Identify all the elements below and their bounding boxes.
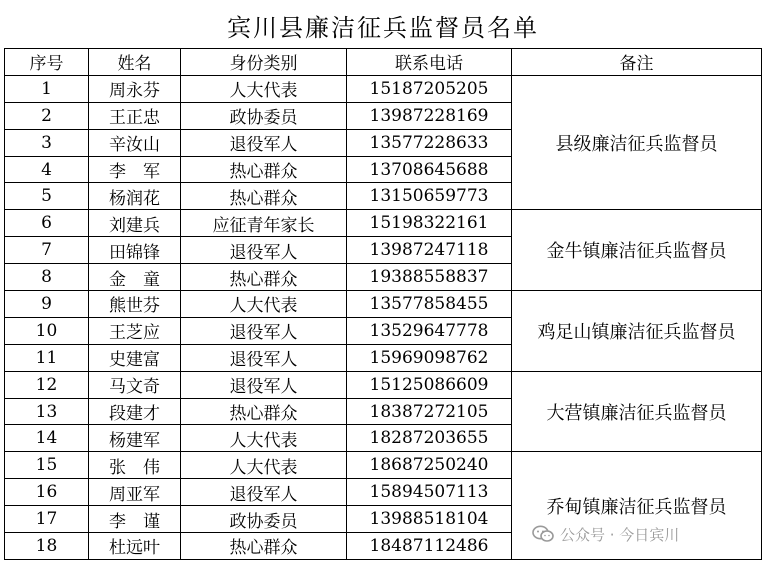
row-phone: 13577228633 (347, 129, 512, 156)
row-serial-number: 15 (5, 452, 89, 479)
row-phone: 13987228169 (347, 102, 512, 129)
row-name: 段建才 (89, 398, 181, 425)
row-name: 马文奇 (89, 371, 181, 398)
row-identity-category: 退役军人 (181, 371, 347, 398)
row-phone: 13708645688 (347, 156, 512, 183)
row-serial-number: 14 (5, 425, 89, 452)
remarks-group-cell: 乔甸镇廉洁征兵监督员 (512, 452, 762, 560)
row-phone: 13987247118 (347, 237, 512, 264)
row-name: 田锦锋 (89, 237, 181, 264)
header-phone: 联系电话 (347, 49, 512, 76)
row-serial-number: 16 (5, 479, 89, 506)
row-name: 周亚军 (89, 479, 181, 506)
row-name: 周永芬 (89, 75, 181, 102)
row-identity-category: 热心群众 (181, 398, 347, 425)
row-identity-category: 热心群众 (181, 183, 347, 210)
row-name: 刘建兵 (89, 210, 181, 237)
row-identity-category: 退役军人 (181, 317, 347, 344)
row-identity-category: 人大代表 (181, 291, 347, 318)
row-serial-number: 5 (5, 183, 89, 210)
table-body (5, 75, 762, 559)
row-identity-category: 人大代表 (181, 75, 347, 102)
row-phone: 15198322161 (347, 210, 512, 237)
row-name: 王芝应 (89, 317, 181, 344)
header-serial-number: 序号 (5, 49, 89, 76)
row-serial-number: 3 (5, 129, 89, 156)
header-identity-category: 身份类别 (181, 49, 347, 76)
row-serial-number: 18 (5, 533, 89, 560)
row-phone: 15969098762 (347, 344, 512, 371)
row-serial-number: 12 (5, 371, 89, 398)
table-row (5, 75, 762, 102)
row-serial-number: 9 (5, 291, 89, 318)
row-phone: 18387272105 (347, 398, 512, 425)
table-row (5, 371, 762, 398)
row-identity-category: 政协委员 (181, 102, 347, 129)
remarks-group-cell: 鸡足山镇廉洁征兵监督员 (512, 291, 762, 372)
table-row (5, 291, 762, 318)
row-identity-category: 退役军人 (181, 344, 347, 371)
row-name: 金 童 (89, 264, 181, 291)
row-serial-number: 2 (5, 102, 89, 129)
row-phone: 13577858455 (347, 291, 512, 318)
remarks-group-cell: 大营镇廉洁征兵监督员 (512, 371, 762, 452)
row-identity-category: 退役军人 (181, 237, 347, 264)
row-identity-category: 人大代表 (181, 452, 347, 479)
row-name: 辛汝山 (89, 129, 181, 156)
row-phone: 15125086609 (347, 371, 512, 398)
remarks-group-cell: 县级廉洁征兵监督员 (512, 75, 762, 209)
watermark-text: 公众号 · 今日宾川 (560, 525, 680, 544)
row-serial-number: 4 (5, 156, 89, 183)
row-serial-number: 10 (5, 317, 89, 344)
row-phone: 18687250240 (347, 452, 512, 479)
row-phone: 19388558837 (347, 264, 512, 291)
row-identity-category: 政协委员 (181, 506, 347, 533)
header-remarks: 备注 (512, 49, 762, 76)
row-name: 杨润花 (89, 183, 181, 210)
row-identity-category: 热心群众 (181, 156, 347, 183)
row-name: 史建富 (89, 344, 181, 371)
row-name: 王正忠 (89, 102, 181, 129)
table-row (5, 452, 762, 479)
row-identity-category: 热心群众 (181, 264, 347, 291)
row-phone: 18487112486 (347, 533, 512, 560)
table-header-row (5, 49, 762, 76)
row-serial-number: 11 (5, 344, 89, 371)
row-serial-number: 13 (5, 398, 89, 425)
row-name: 杨建军 (89, 425, 181, 452)
remarks-group-cell: 金牛镇廉洁征兵监督员 (512, 210, 762, 291)
row-serial-number: 8 (5, 264, 89, 291)
row-phone: 13529647778 (347, 317, 512, 344)
wechat-icon (532, 525, 554, 543)
row-name: 李 军 (89, 156, 181, 183)
header-name: 姓名 (89, 49, 181, 76)
row-identity-category: 退役军人 (181, 479, 347, 506)
row-name: 张 伟 (89, 452, 181, 479)
row-name: 李 谨 (89, 506, 181, 533)
watermark (532, 521, 679, 547)
supervisor-table (4, 48, 762, 560)
row-identity-category: 应征青年家长 (181, 210, 347, 237)
row-phone: 18287203655 (347, 425, 512, 452)
table-row (5, 210, 762, 237)
row-serial-number: 1 (5, 75, 89, 102)
row-serial-number: 6 (5, 210, 89, 237)
row-name: 杜远叶 (89, 533, 181, 560)
row-phone: 13150659773 (347, 183, 512, 210)
row-name: 熊世芬 (89, 291, 181, 318)
row-identity-category: 热心群众 (181, 533, 347, 560)
row-phone: 15187205205 (347, 75, 512, 102)
row-identity-category: 人大代表 (181, 425, 347, 452)
row-serial-number: 7 (5, 237, 89, 264)
row-serial-number: 17 (5, 506, 89, 533)
row-identity-category: 退役军人 (181, 129, 347, 156)
row-phone: 15894507113 (347, 479, 512, 506)
document-title: 宾川县廉洁征兵监督员名单 (227, 14, 539, 42)
row-phone: 13988518104 (347, 506, 512, 533)
